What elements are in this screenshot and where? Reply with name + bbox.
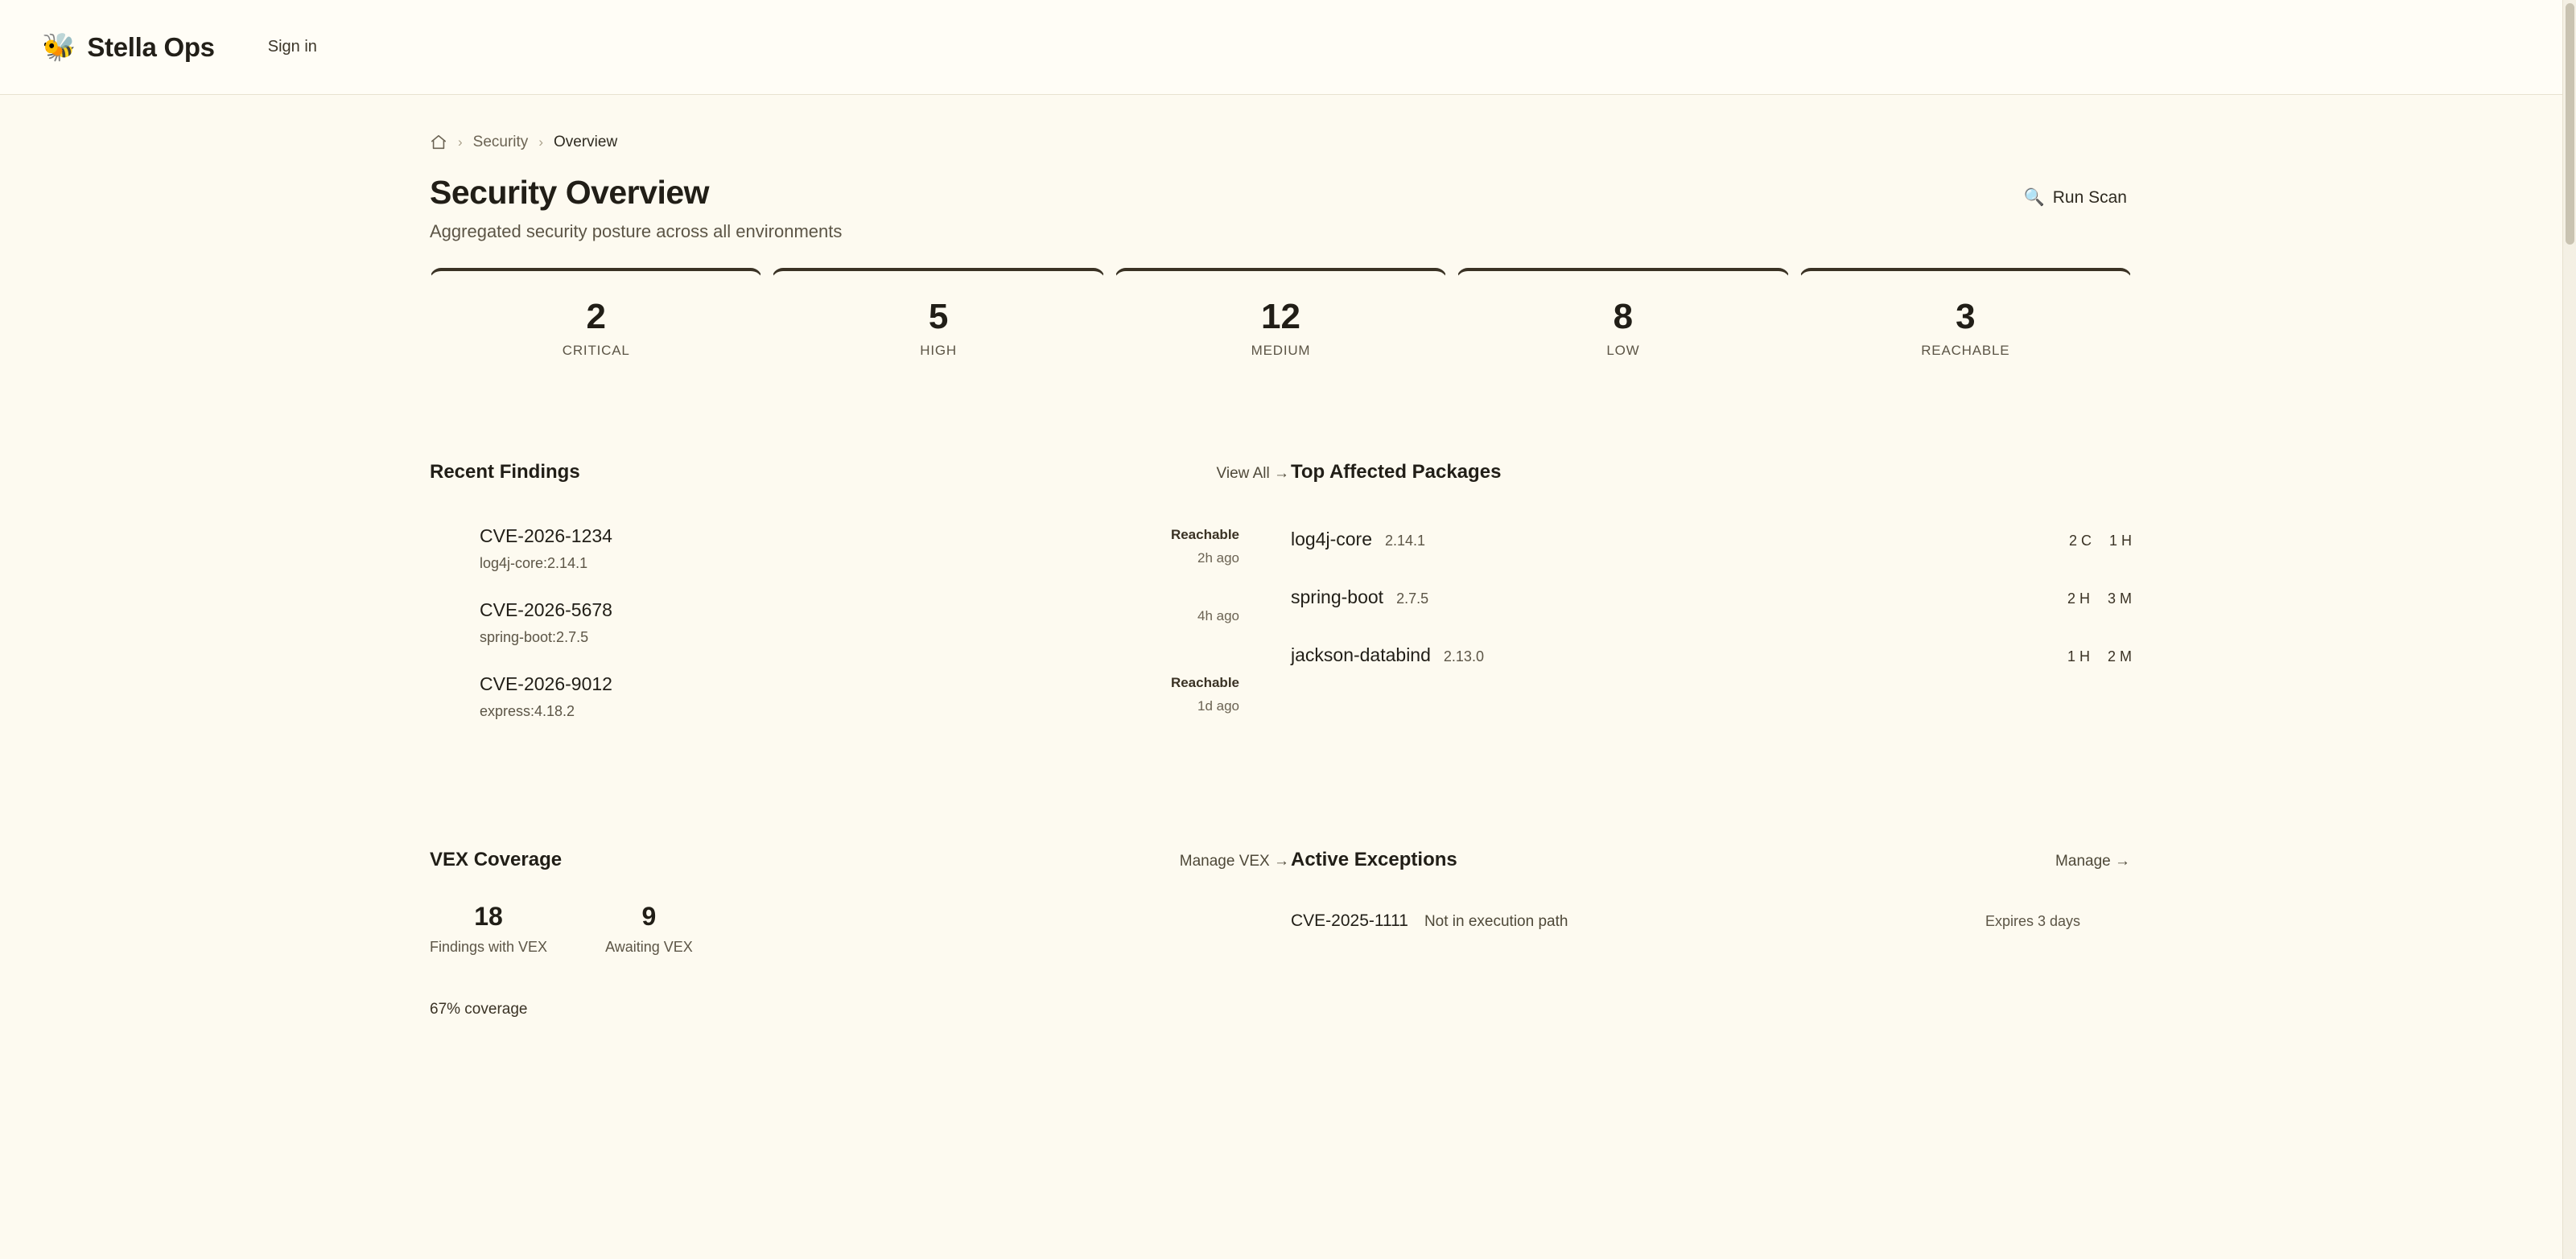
active-exceptions-header: [1291, 849, 2132, 879]
breadcrumb: [430, 129, 2562, 156]
finding-main: [480, 525, 612, 572]
top-bar: [0, 0, 2576, 95]
package-left: [1291, 529, 1425, 550]
top-packages-panel: [1291, 461, 2132, 736]
stat-label: MEDIUM: [1251, 342, 1311, 358]
package-row[interactable]: [1291, 630, 2132, 688]
package-version: 2.7.5: [1396, 590, 1429, 607]
finding-meta: [1171, 525, 1291, 566]
finding-package: express:4.18.2: [480, 703, 575, 719]
recent-findings-header: [430, 461, 1291, 492]
finding-main: [480, 599, 612, 646]
recent-findings-title: Recent Findings: [430, 461, 580, 483]
vex-stat-findings-with-vex: [430, 903, 547, 956]
finding-meta: [1171, 673, 1291, 714]
package-left: [1291, 586, 1428, 608]
vex-stats: [430, 903, 1291, 956]
severity-stats: [430, 268, 2132, 387]
active-exceptions-title: Active Exceptions: [1291, 849, 1457, 870]
stat-value: 8: [1613, 296, 1634, 336]
vex-coverage-percent: 67% coverage: [430, 1001, 528, 1018]
page-content: [0, 95, 2562, 1018]
active-exceptions-panel: [1291, 849, 2132, 1018]
exception-cve: CVE-2025-1111: [1291, 911, 1408, 930]
stat-card-reachable[interactable]: [1799, 268, 2132, 387]
page-scrollbar-thumb[interactable]: [2566, 3, 2574, 245]
stat-label: HIGH: [920, 342, 957, 358]
vex-stat-awaiting-vex: [605, 903, 693, 956]
package-name: jackson-databind: [1291, 644, 1431, 665]
manage-exceptions-button[interactable]: Manage →: [2054, 850, 2132, 874]
brand[interactable]: [42, 32, 215, 63]
package-version: 2.14.1: [1385, 533, 1426, 549]
stat-card-medium[interactable]: [1115, 268, 1447, 387]
stat-label: LOW: [1606, 342, 1640, 358]
package-counts: [2069, 533, 2132, 549]
top-packages-list: [1291, 514, 2132, 688]
finding-meta: [1197, 599, 1291, 624]
stat-value: 12: [1261, 296, 1300, 336]
vex-label: Awaiting VEX: [605, 939, 693, 955]
finding-package: log4j-core:2.14.1: [480, 555, 588, 571]
package-count-a: 2 C: [2068, 533, 2092, 549]
package-count-b: 3 M: [2107, 590, 2132, 607]
stat-value: 3: [1956, 296, 1976, 336]
package-row[interactable]: [1291, 572, 2132, 630]
stat-value: 5: [928, 296, 949, 336]
vex-coverage-panel: [430, 849, 1291, 1018]
finding-row[interactable]: [430, 662, 1291, 736]
package-count-a: 1 H: [2067, 648, 2090, 664]
breadcrumb-separator-2: ›: [538, 134, 543, 150]
finding-cve: CVE-2026-9012: [480, 673, 612, 694]
exception-expiry: Expires 3 days: [1985, 913, 2080, 929]
package-count-b: 1 H: [2108, 533, 2132, 549]
vex-value: 18: [474, 902, 503, 931]
run-scan-button[interactable]: [2019, 182, 2132, 214]
stat-value: 2: [586, 296, 606, 336]
top-packages-title: Top Affected Packages: [1291, 461, 1502, 483]
exception-row[interactable]: [1291, 907, 2132, 936]
stat-card-high[interactable]: [772, 268, 1104, 387]
page-title: Security Overview: [430, 174, 710, 211]
vex-coverage-header: [430, 849, 1291, 879]
finding-package: spring-boot:2.7.5: [480, 629, 589, 645]
package-counts: [2067, 590, 2132, 607]
package-name: log4j-core: [1291, 529, 1372, 549]
magnifier-icon: 🔍: [2023, 188, 2045, 207]
stat-card-critical[interactable]: [430, 268, 762, 387]
finding-age: 1d ago: [1197, 698, 1239, 714]
breadcrumb-item-overview: Overview: [553, 134, 618, 150]
reachable-badge: Reachable: [1170, 675, 1239, 690]
finding-cve: CVE-2026-1234: [480, 525, 612, 546]
finding-age: 2h ago: [1197, 550, 1239, 566]
package-name: spring-boot: [1291, 586, 1384, 607]
package-count-b: 2 M: [2107, 648, 2132, 664]
reachable-badge: Reachable: [1170, 527, 1239, 542]
exception-reason: Not in execution path: [1424, 913, 1568, 930]
breadcrumb-item-security[interactable]: Security: [472, 134, 529, 150]
view-all-findings-button[interactable]: View All →: [1215, 462, 1291, 486]
finding-row[interactable]: [430, 588, 1291, 662]
finding-cve: CVE-2026-5678: [480, 599, 612, 620]
vex-coverage-title: VEX Coverage: [430, 849, 563, 870]
stat-label: REACHABLE: [1921, 342, 2010, 358]
package-row[interactable]: [1291, 514, 2132, 572]
recent-findings-list: [430, 514, 1291, 736]
recent-findings-panel: [430, 461, 1291, 736]
page-header: [430, 174, 2132, 242]
page-scrollbar[interactable]: [2562, 0, 2576, 1259]
vex-label: Findings with VEX: [430, 939, 548, 955]
exception-left: [1291, 911, 1568, 931]
panels-top: [430, 461, 2132, 736]
brand-name: Stella Ops: [87, 31, 215, 62]
stat-label: CRITICAL: [562, 342, 630, 358]
manage-vex-button[interactable]: Manage VEX →: [1178, 850, 1291, 874]
bee-logo-icon: 🐝: [42, 31, 76, 63]
package-version: 2.13.0: [1443, 648, 1484, 664]
finding-main: [480, 673, 612, 720]
run-scan-label: Run Scan: [2052, 188, 2127, 207]
package-counts: [2067, 648, 2132, 665]
panels-bottom: [430, 849, 2132, 1018]
exceptions-list: [1291, 907, 2132, 936]
page-header-text: [430, 174, 842, 242]
home-icon[interactable]: [430, 134, 447, 151]
package-left: [1291, 644, 1484, 666]
top-packages-header: [1291, 461, 2132, 492]
page-subtitle: Aggregated security posture across all environments: [430, 221, 843, 241]
breadcrumb-separator-1: ›: [458, 134, 463, 150]
package-count-a: 2 H: [2067, 590, 2090, 607]
finding-age: 4h ago: [1197, 608, 1239, 623]
stat-card-low[interactable]: [1457, 268, 1789, 387]
vex-value: 9: [641, 902, 657, 931]
finding-row[interactable]: [430, 514, 1291, 588]
sign-in-button[interactable]: Sign in: [257, 30, 328, 64]
